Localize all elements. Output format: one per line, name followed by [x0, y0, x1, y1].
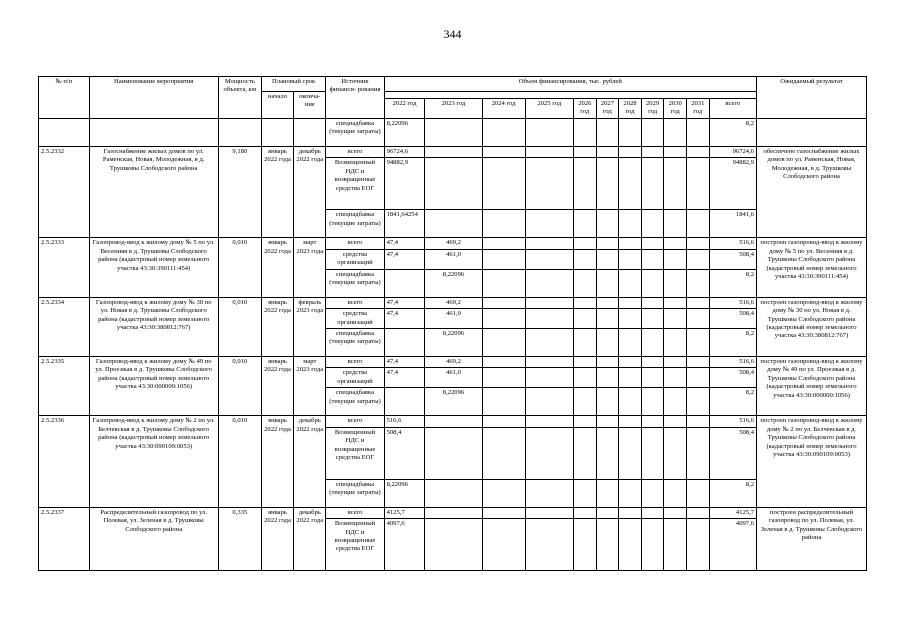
row-empty-year	[686, 210, 709, 238]
header-planned-term: Плановый срок	[261, 77, 326, 92]
row-total: 8,2	[709, 479, 756, 507]
header-source: Источник финанси- рования	[326, 77, 384, 119]
row-start: январь 2022 года	[261, 146, 293, 237]
row-empty-year	[574, 416, 597, 427]
row-2023	[425, 427, 482, 479]
row-empty-year	[641, 146, 664, 157]
row-number: 2.5.2337	[39, 507, 90, 570]
row-2022: 47,4	[384, 356, 425, 367]
row-empty-year	[525, 297, 573, 308]
header-year: 2030 год	[664, 99, 687, 119]
row-empty-year	[641, 269, 664, 297]
header-year: 2023 год	[425, 99, 482, 119]
row-2022	[384, 388, 425, 416]
row-empty-year	[686, 416, 709, 427]
row-source: всего	[326, 356, 384, 367]
row-2023	[425, 519, 482, 571]
row-capacity: 0,335	[218, 507, 261, 570]
row-empty-year	[664, 416, 687, 427]
row-empty-year	[664, 249, 687, 269]
row-2022: 47,4	[384, 249, 425, 269]
row-empty-year	[641, 297, 664, 308]
row-empty-year	[596, 427, 619, 479]
row-empty-year	[686, 479, 709, 507]
row-total: 516,6	[709, 297, 756, 308]
row-empty-year	[482, 269, 525, 297]
row-2023: 461,0	[425, 368, 482, 388]
row-total: 508,4	[709, 249, 756, 269]
header-year: 2027 год	[596, 99, 619, 119]
row-2023	[425, 479, 482, 507]
row-empty-year	[525, 309, 573, 329]
row-source: всего	[326, 416, 384, 427]
financing-table	[38, 76, 867, 571]
row-empty-year	[686, 269, 709, 297]
row-source: всего	[326, 238, 384, 249]
header-year: 2031 год	[686, 99, 709, 119]
row-end: декабрь 2022 года	[294, 416, 326, 507]
header-volume-spacer	[384, 92, 756, 99]
row-empty-year	[641, 309, 664, 329]
row-empty-year	[596, 309, 619, 329]
row-empty-year	[574, 427, 597, 479]
row-empty-year	[525, 479, 573, 507]
row-source: средства организаций	[326, 309, 384, 329]
row-2022: 4097,6	[384, 519, 425, 571]
row-empty-year	[596, 269, 619, 297]
row-empty-year	[619, 249, 642, 269]
row-empty-year	[664, 519, 687, 571]
row-2023: 8,22096	[425, 269, 482, 297]
row-2022	[384, 328, 425, 356]
row-2022: 94882,9	[384, 158, 425, 210]
table-row	[39, 238, 867, 249]
row-empty-year	[619, 309, 642, 329]
row-empty-year	[664, 210, 687, 238]
row-empty-year	[574, 507, 597, 518]
row-empty-year	[641, 368, 664, 388]
row-total: 8,2	[709, 328, 756, 356]
row-source: спецнадбавка (текущие затраты)	[326, 210, 384, 238]
row-2022	[384, 269, 425, 297]
table-body	[39, 118, 867, 570]
row-empty-year	[482, 249, 525, 269]
row-capacity: 0,010	[218, 238, 261, 297]
row-empty-year	[574, 388, 597, 416]
row-empty-year	[525, 118, 573, 146]
row-empty-year	[641, 158, 664, 210]
row-empty-year	[619, 427, 642, 479]
row-source: Возмещенный НДС и возвращенные средства ЕОГ	[326, 427, 384, 479]
row-source: средства организаций	[326, 249, 384, 269]
row-empty-year	[641, 507, 664, 518]
row-total: 1841,6	[709, 210, 756, 238]
row-empty-year	[525, 238, 573, 249]
row-empty-year	[664, 479, 687, 507]
row-empty-year	[664, 507, 687, 518]
row-empty-year	[664, 118, 687, 146]
header-end: оконча- ние	[294, 92, 326, 119]
row-empty-year	[619, 238, 642, 249]
row-empty-year	[664, 356, 687, 367]
row-empty-year	[686, 519, 709, 571]
row-capacity: 9,180	[218, 146, 261, 237]
row-empty-year	[525, 368, 573, 388]
row-empty-year	[664, 269, 687, 297]
row-result: построен распределительный газопровод по ул. Полевая, ул. Зеленая в д. Трушковы Слободского района	[757, 507, 867, 570]
header-year: 2029 год	[641, 99, 664, 119]
row-empty-year	[596, 479, 619, 507]
row-2023: 8,22096	[425, 328, 482, 356]
row-empty-year	[686, 297, 709, 308]
page-number: 344	[443, 27, 462, 41]
row-start	[261, 118, 293, 146]
header-year: 2028 год	[619, 99, 642, 119]
row-empty-year	[574, 519, 597, 571]
header-capacity: Мощность объекта, км	[218, 77, 261, 119]
row-2023: 469,2	[425, 238, 482, 249]
row-empty-year	[619, 269, 642, 297]
row-empty-year	[664, 297, 687, 308]
row-number: 2.5.2336	[39, 416, 90, 507]
header-year: 2025 год	[525, 99, 573, 119]
row-empty-year	[482, 388, 525, 416]
row-start: январь 2022 года	[261, 507, 293, 570]
row-number: 2.5.2334	[39, 297, 90, 356]
row-2023: 461,0	[425, 309, 482, 329]
row-2022: 508,4	[384, 427, 425, 479]
row-2023	[425, 416, 482, 427]
header-num: № п/п	[39, 77, 90, 119]
row-empty-year	[482, 427, 525, 479]
row-source: спецнадбавка (текущие затраты)	[326, 118, 384, 146]
row-2022: 47,4	[384, 238, 425, 249]
row-empty-year	[664, 238, 687, 249]
row-end: февраль 2023 года	[294, 297, 326, 356]
row-empty-year	[641, 238, 664, 249]
row-result: построен газопровод-ввод к жилому дому № 30 по ул. Новая в д. Трушковы Слободского района (кадастровый номер земельного участка 43:30:380812:767)	[757, 297, 867, 356]
row-empty-year	[686, 146, 709, 157]
row-source: всего	[326, 146, 384, 157]
row-2023: 8,22096	[425, 388, 482, 416]
row-empty-year	[525, 416, 573, 427]
row-empty-year	[596, 238, 619, 249]
row-empty-year	[596, 388, 619, 416]
table-row	[39, 146, 867, 157]
row-empty-year	[482, 507, 525, 518]
row-empty-year	[596, 356, 619, 367]
row-empty-year	[641, 356, 664, 367]
row-empty-year	[574, 238, 597, 249]
row-empty-year	[525, 269, 573, 297]
row-2022: 4125,7	[384, 507, 425, 518]
row-empty-year	[482, 368, 525, 388]
row-source: спецнадбавка (текущие затраты)	[326, 388, 384, 416]
row-empty-year	[619, 210, 642, 238]
row-empty-year	[619, 388, 642, 416]
row-empty-year	[482, 297, 525, 308]
row-total: 508,4	[709, 368, 756, 388]
row-empty-year	[619, 146, 642, 157]
row-empty-year	[482, 158, 525, 210]
row-empty-year	[619, 328, 642, 356]
row-result: обеспечено газоснабжение жилых домов по ул. Раменская, Новая, Молодежная, в д. Трушковы Слободского района	[757, 146, 867, 237]
row-result: построен газопровод-ввод к жилому дому № 5 по ул. Весенняя в д. Трушковы Слободского района (кадастровый номер земельного участка 43:30:390111:454)	[757, 238, 867, 297]
row-empty-year	[574, 118, 597, 146]
row-empty-year	[686, 238, 709, 249]
row-start: январь 2022 года	[261, 297, 293, 356]
row-empty-year	[619, 479, 642, 507]
row-capacity: 0,010	[218, 356, 261, 415]
row-2023	[425, 118, 482, 146]
row-2022: 516,6	[384, 416, 425, 427]
row-capacity	[218, 118, 261, 146]
row-empty-year	[641, 388, 664, 416]
row-total: 8,2	[709, 118, 756, 146]
row-empty-year	[596, 368, 619, 388]
row-empty-year	[686, 388, 709, 416]
row-empty-year	[574, 356, 597, 367]
table-row	[39, 118, 867, 146]
row-total: 8,2	[709, 269, 756, 297]
row-end: декабрь 2022 года	[294, 146, 326, 237]
row-empty-year	[482, 479, 525, 507]
row-source: Возмещенный НДС и возвращенные средства ЕОГ	[326, 519, 384, 571]
row-empty-year	[482, 238, 525, 249]
row-empty-year	[574, 309, 597, 329]
row-empty-year	[525, 210, 573, 238]
row-empty-year	[574, 146, 597, 157]
row-empty-year	[664, 146, 687, 157]
row-empty-year	[574, 368, 597, 388]
row-empty-year	[596, 249, 619, 269]
row-empty-year	[619, 158, 642, 210]
table-row	[39, 416, 867, 427]
row-empty-year	[574, 158, 597, 210]
row-empty-year	[641, 210, 664, 238]
row-start: январь 2022 года	[261, 238, 293, 297]
row-empty-year	[482, 118, 525, 146]
row-empty-year	[596, 507, 619, 518]
row-number	[39, 118, 90, 146]
row-2022: 47,4	[384, 297, 425, 308]
header-year: 2022 год	[384, 99, 425, 119]
header-total: всего	[709, 99, 756, 119]
table-row	[39, 507, 867, 518]
row-total: 516,6	[709, 356, 756, 367]
header-name: Наименование мероприятия	[89, 77, 218, 119]
row-empty-year	[664, 368, 687, 388]
row-empty-year	[525, 158, 573, 210]
row-empty-year	[574, 269, 597, 297]
row-empty-year	[664, 309, 687, 329]
row-empty-year	[596, 146, 619, 157]
row-empty-year	[686, 328, 709, 356]
row-source: всего	[326, 507, 384, 518]
row-empty-year	[574, 328, 597, 356]
row-empty-year	[525, 427, 573, 479]
row-end: март 2023 года	[294, 356, 326, 415]
row-number: 2.5.2335	[39, 356, 90, 415]
row-empty-year	[641, 328, 664, 356]
row-empty-year	[482, 210, 525, 238]
row-empty-year	[525, 519, 573, 571]
row-empty-year	[596, 519, 619, 571]
row-empty-year	[641, 519, 664, 571]
row-total: 8,2	[709, 388, 756, 416]
row-empty-year	[482, 356, 525, 367]
row-end	[294, 118, 326, 146]
row-empty-year	[686, 507, 709, 518]
row-empty-year	[686, 356, 709, 367]
row-empty-year	[574, 479, 597, 507]
header-year: 2026 год	[574, 99, 597, 119]
row-empty-year	[525, 388, 573, 416]
row-total: 516,6	[709, 416, 756, 427]
row-source: спецнадбавка (текущие затраты)	[326, 328, 384, 356]
row-total: 94882,9	[709, 158, 756, 210]
row-empty-year	[525, 249, 573, 269]
row-capacity: 0,010	[218, 297, 261, 356]
row-name: Газопровод-ввод к жилому дому № 5 по ул. Весенняя в д. Трушковы Слободского района (кадастровый номер земельного участка 43:30:390111:454)	[89, 238, 218, 297]
row-empty-year	[619, 368, 642, 388]
row-empty-year	[686, 118, 709, 146]
row-empty-year	[664, 388, 687, 416]
row-2023	[425, 158, 482, 210]
row-result	[757, 118, 867, 146]
row-number: 2.5.2332	[39, 146, 90, 237]
row-empty-year	[574, 210, 597, 238]
row-empty-year	[641, 118, 664, 146]
header-start: начало	[261, 92, 293, 119]
row-empty-year	[619, 416, 642, 427]
row-source: спецнадбавка (текущие затраты)	[326, 479, 384, 507]
row-total: 508,4	[709, 309, 756, 329]
row-empty-year	[596, 158, 619, 210]
row-empty-year	[574, 297, 597, 308]
row-empty-year	[686, 427, 709, 479]
row-empty-year	[482, 309, 525, 329]
row-empty-year	[619, 507, 642, 518]
row-2023: 469,2	[425, 297, 482, 308]
row-empty-year	[482, 146, 525, 157]
row-start: январь 2022 года	[261, 356, 293, 415]
row-empty-year	[619, 356, 642, 367]
row-total: 508,4	[709, 427, 756, 479]
row-name	[89, 118, 218, 146]
header-result: Ожидаемый результат	[757, 77, 867, 119]
row-result: построен газопровод-ввод к жилому дому № 2 по ул. Белчевская в д. Трушковы Слободского района (кадастровый номер земельного участка 43:30:090109:0053)	[757, 416, 867, 507]
row-result: построен газопровод-ввод к жилому дому № 49 по ул. Проезжая в д. Трушковы Слободского района (кадастровый номер земельного участка 43:30:000000:1056)	[757, 356, 867, 415]
row-empty-year	[664, 328, 687, 356]
row-end: декабрь 2022 года	[294, 507, 326, 570]
row-name: Газопровод-ввод к жилому дому № 2 по ул. Белчевская в д. Трушковы Слободского района (кадастровый номер земельного участка 43:30:090109:0053)	[89, 416, 218, 507]
row-end: март 2023 года	[294, 238, 326, 297]
row-empty-year	[525, 146, 573, 157]
row-empty-year	[619, 118, 642, 146]
row-empty-year	[686, 368, 709, 388]
row-2022: 8,22096	[384, 479, 425, 507]
row-empty-year	[482, 416, 525, 427]
row-2022: 47,4	[384, 368, 425, 388]
row-number: 2.5.2333	[39, 238, 90, 297]
row-total: 96724,6	[709, 146, 756, 157]
row-2022: 96724,6	[384, 146, 425, 157]
row-2022: 8,22096	[384, 118, 425, 146]
row-empty-year	[596, 297, 619, 308]
row-2023: 469,2	[425, 356, 482, 367]
row-empty-year	[525, 356, 573, 367]
row-total: 4097,6	[709, 519, 756, 571]
row-2022: 1841,64254	[384, 210, 425, 238]
row-empty-year	[596, 118, 619, 146]
table-row	[39, 297, 867, 308]
row-empty-year	[619, 519, 642, 571]
row-total: 516,6	[709, 238, 756, 249]
header-year: 2024 год	[482, 99, 525, 119]
row-capacity: 0,010	[218, 416, 261, 507]
header-volume: Объем финансирования, тыс. рублей	[384, 77, 756, 92]
row-empty-year	[686, 309, 709, 329]
row-empty-year	[525, 507, 573, 518]
row-empty-year	[686, 158, 709, 210]
table-row	[39, 356, 867, 367]
row-empty-year	[525, 328, 573, 356]
row-empty-year	[641, 249, 664, 269]
row-2022: 47,4	[384, 309, 425, 329]
row-empty-year	[574, 249, 597, 269]
row-empty-year	[619, 297, 642, 308]
row-2023	[425, 210, 482, 238]
row-empty-year	[596, 416, 619, 427]
row-empty-year	[664, 427, 687, 479]
row-empty-year	[482, 328, 525, 356]
row-2023	[425, 146, 482, 157]
row-start: январь 2022 года	[261, 416, 293, 507]
row-empty-year	[641, 479, 664, 507]
row-2023: 461,0	[425, 249, 482, 269]
row-name: Газоснабжение жилых домов по ул. Раменская, Новая, Молодежная, в д. Трушковы Слободского района	[89, 146, 218, 237]
row-source: средства организаций	[326, 368, 384, 388]
row-empty-year	[664, 158, 687, 210]
row-empty-year	[686, 249, 709, 269]
row-empty-year	[596, 210, 619, 238]
row-total: 4125,7	[709, 507, 756, 518]
row-empty-year	[482, 519, 525, 571]
row-name: Газопровод-ввод к жилому дому № 49 по ул. Проезжая в д. Трушковы Слободского района (кадастровый номер земельного участка 43:30:000000:1056)	[89, 356, 218, 415]
row-source: всего	[326, 297, 384, 308]
row-source: спецнадбавка (текущие затраты)	[326, 269, 384, 297]
row-empty-year	[641, 427, 664, 479]
row-empty-year	[596, 328, 619, 356]
row-source: Возмещенный НДС и возвращенные средства ЕОГ	[326, 158, 384, 210]
row-2023	[425, 507, 482, 518]
row-empty-year	[641, 416, 664, 427]
row-name: Газопровод-ввод к жилому дому № 30 по ул. Новая в д. Трушковы Слободского района (кадастровый номер земельного участка 43:30:380812:767)	[89, 297, 218, 356]
row-name: Распределительный газопровод по ул. Полевая, ул. Зеленая в д. Трушковы Слободского района	[89, 507, 218, 570]
